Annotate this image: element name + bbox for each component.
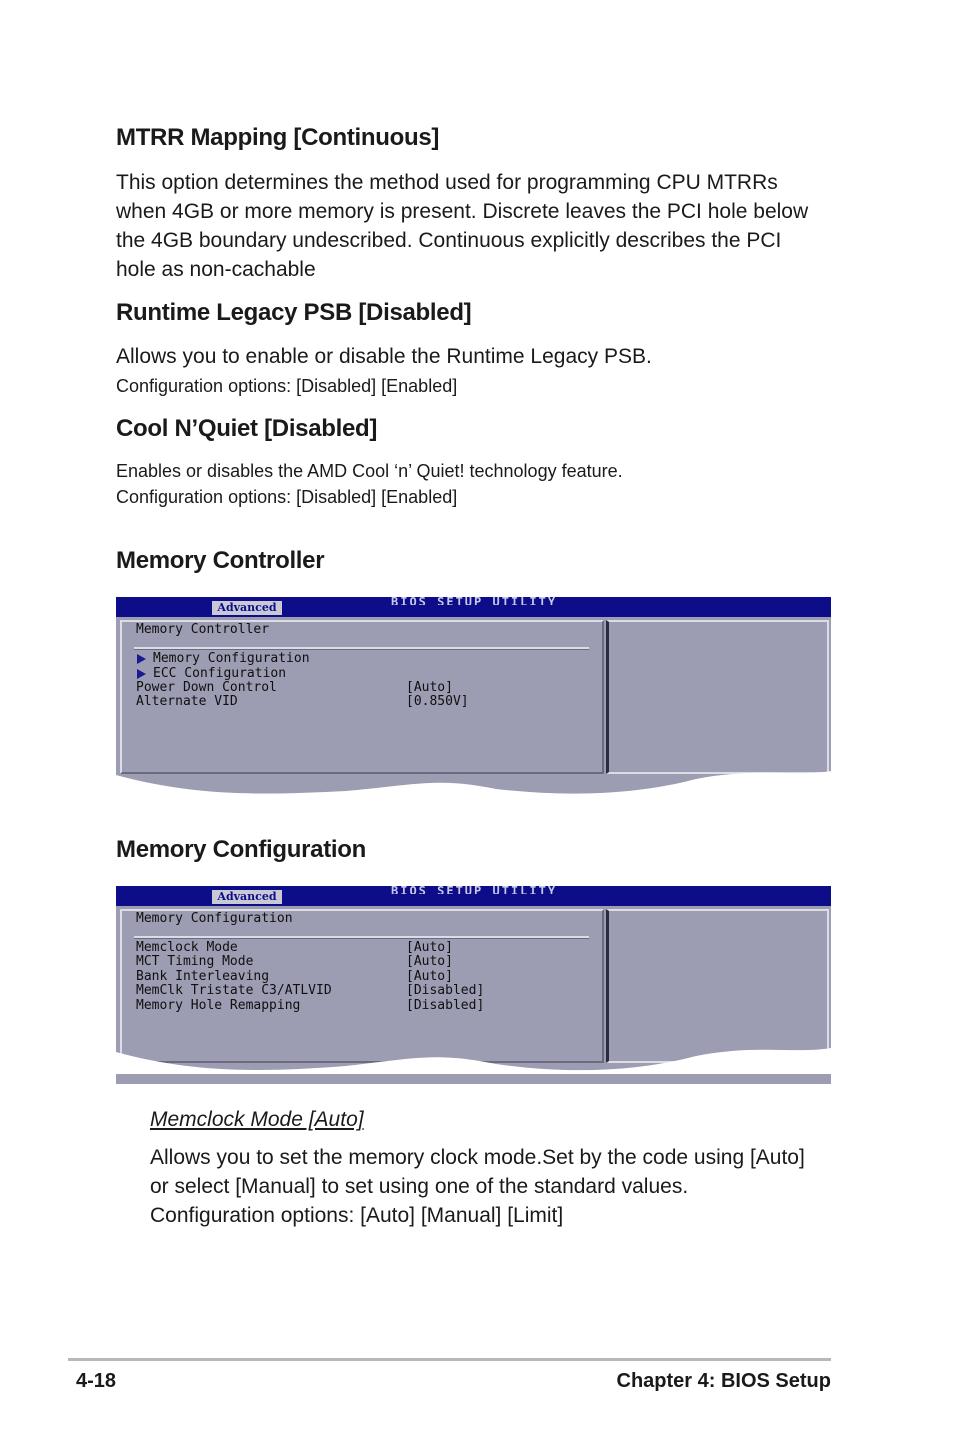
memclock-line-2: or select [Manual] to set using one of the standard values.: [150, 1175, 689, 1198]
chapter-title: Chapter 4: BIOS Setup: [616, 1370, 831, 1392]
bios-tab-advanced[interactable]: Advanced: [212, 890, 282, 904]
memclock-line-3: Configuration options: [Auto] [Manual] [Limit]: [150, 1204, 564, 1227]
bios-item-power-down-control[interactable]: Power Down Control: [136, 680, 277, 695]
footer-rule: [68, 1358, 831, 1361]
page-number: 4-18: [76, 1370, 117, 1392]
bios-divider: [134, 647, 589, 650]
memclock-description: [150, 1143, 840, 1230]
bios-item-memory-configuration[interactable]: Memory Configuration: [153, 651, 310, 666]
mtrr-line-3: the 4GB boundary undescribed. Continuous explicitly describes the PCI: [116, 229, 782, 252]
bios-screen-area: [116, 906, 831, 1084]
torn-edge: [116, 767, 831, 797]
bios-value-power-down-control[interactable]: [Auto]: [406, 680, 453, 695]
bios-screen-area: [116, 617, 831, 795]
bios-title: BIOS SETUP UTILITY: [391, 886, 558, 894]
bios-value-alternate-vid[interactable]: [0.850V]: [406, 694, 469, 709]
bios-title: BIOS SETUP UTILITY: [391, 597, 558, 605]
bios-screen-title: Memory Configuration: [136, 911, 293, 926]
cnq-description: Enables or disables the AMD Cool ‘n’ Quiet! technology feature.: [116, 461, 623, 481]
bios-screen-memory-controller: [116, 597, 831, 799]
bios-title-bar: [116, 886, 831, 906]
bios-item-ecc-configuration[interactable]: ECC Configuration: [153, 666, 287, 681]
bios-screen-title: Memory Controller: [136, 622, 270, 637]
bios-item-bank-interleaving[interactable]: Bank Interleaving: [136, 969, 270, 984]
bios-item-memclock-mode[interactable]: Memclock Mode: [136, 940, 238, 955]
bios-title-bar: [116, 597, 831, 617]
bios-value-memclk-tristate[interactable]: [Disabled]: [406, 983, 485, 998]
mtrr-line-2: when 4GB or more memory is present. Discrete leaves the PCI hole below: [116, 200, 809, 223]
submenu-arrow-icon: [137, 654, 146, 664]
bios-divider: [134, 936, 589, 939]
bios-item-memory-hole-remapping[interactable]: Memory Hole Remapping: [136, 998, 301, 1013]
subheading-memclock-mode: Memclock Mode [Auto]: [150, 1108, 364, 1131]
bios-item-memclk-tristate[interactable]: MemClk Tristate C3/ATLVID: [136, 983, 332, 998]
cnq-options: Configuration options: [Disabled] [Enabled]: [116, 487, 458, 507]
bios-value-mct-timing-mode[interactable]: [Auto]: [406, 954, 453, 969]
bios-value-bank-interleaving[interactable]: [Auto]: [406, 969, 453, 984]
bios-screen-memory-configuration: [116, 886, 831, 1088]
bios-value-memory-hole-remapping[interactable]: [Disabled]: [406, 998, 485, 1013]
mtrr-line-1: This option determines the method used for programming CPU MTRRs: [116, 171, 778, 194]
heading-mtrr-mapping: MTRR Mapping [Continuous]: [116, 124, 440, 151]
psb-options: Configuration options: [Disabled] [Enabled]: [116, 376, 458, 396]
psb-description: Allows you to enable or disable the Runtime Legacy PSB.: [116, 345, 652, 368]
bios-value-memclock-mode[interactable]: [Auto]: [406, 940, 453, 955]
bios-help-panel: [606, 909, 829, 1063]
torn-edge: [116, 1044, 831, 1074]
mtrr-description: [116, 168, 836, 284]
heading-runtime-legacy-psb: Runtime Legacy PSB [Disabled]: [116, 299, 472, 326]
bios-help-panel: [606, 620, 829, 774]
mtrr-line-4: hole as non-cachable: [116, 258, 316, 281]
memclock-line-1: Allows you to set the memory clock mode.Set by the code using [Auto]: [150, 1146, 805, 1169]
submenu-arrow-icon: [137, 669, 146, 679]
heading-cool-n-quiet: Cool N’Quiet [Disabled]: [116, 415, 378, 442]
bios-item-alternate-vid[interactable]: Alternate VID: [136, 694, 238, 709]
bios-tab-advanced[interactable]: Advanced: [212, 601, 282, 615]
bios-item-mct-timing-mode[interactable]: MCT Timing Mode: [136, 954, 254, 969]
heading-memory-controller: Memory Controller: [116, 547, 325, 574]
heading-memory-configuration: Memory Configuration: [116, 836, 366, 863]
